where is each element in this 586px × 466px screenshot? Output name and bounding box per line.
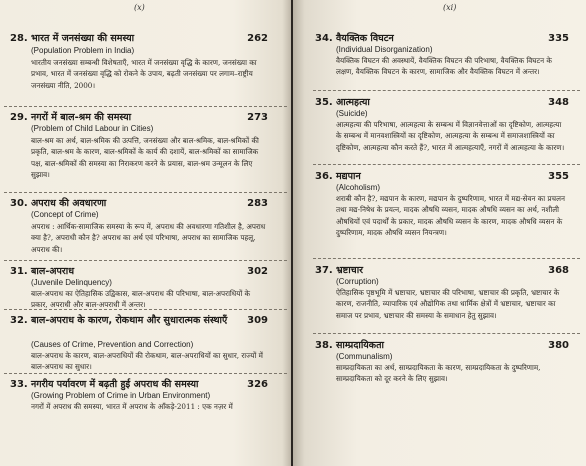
entry-subtitle: (Individual Disorganization) [336,45,433,54]
divider [4,260,287,261]
divider [313,164,580,165]
entry-page-number: 326 [247,379,268,390]
divider [313,258,580,259]
entry-subtitle: (Problem of Child Labour in Cities) [31,124,154,133]
entry-title: नगरीय पर्यावरण में बढ़ती हुई अपराध की समस्या [31,379,199,390]
toc-entry-31 [10,266,268,308]
entry-title: बाल-अपराध के कारण, रोकथाम और सुधारात्मक संस्थाएँ [31,315,228,326]
entry-number: 32. [10,315,28,326]
entry-page-number: 309 [247,315,268,326]
toc-entry-35 [315,97,569,163]
entry-description: बाल-अपराध के कारण, बाल-अपराधियों की रोकथाम, बाल-अपराधियों का सुधार, राज्यों में बाल-अपराध का सुधार। [31,351,263,372]
page-folio: (xi) [443,3,457,12]
entry-description: नगरों में अपराध की समस्या, भारत में अपराध के आँकड़े-2011 : एक नज़र में [31,402,233,411]
entry-title: आत्महत्या [336,97,370,108]
entry-page-number: 283 [247,198,268,209]
entry-number: 34. [315,33,333,44]
entry-description: भारतीय जनसंख्या सम्बन्धी विशेषताएँ, भारत में जनसंख्या वृद्धि के कारण, जनसंख्या का प्रभाव, भारत में जनसंख्या वृद्धि को रोकने के उपाय, बढ़ती जनसंख्या पर लगाम–राष्ट्रीय जनसंख्या नीति, 2000। [31,58,257,90]
entry-subtitle: (Alcoholism) [336,183,381,192]
entry-title: साम्प्रदायिकता [336,340,384,351]
divider [313,333,580,334]
entry-description: शराबी कौन है?, मद्यपान के कारण, मद्यपान के दुष्परिणाम, भारत में मद्य-सेवन का प्रचलन तथा मद्य-निषेध के प्रयत्न, मादक औषधि व्यसन, मादक औषधि व्यसन का अर्थ, नशीली औषधियों एवं पदार्थों के प्रकार, मादक औषधि व्यसन के कारण, मादक औषधि व्यसन के दुष्परिणाम, मादक औषधि व्यसन नियन्त्रण। [336,194,565,238]
entry-description: वैयक्तिक विघटन की अवस्थायें, वैयक्तिक विघटन की परिभाषा, वैयक्तिक विघटन के लक्षण, वैयक्तिक विघटन के कारण, सामाजिक और वैयक्तिक विघटन में अन्तर। [336,56,552,77]
entry-page-number: 355 [548,171,569,182]
entry-number: 31. [10,266,28,277]
entry-title: भारत में जनसंख्या की समस्या [31,33,135,44]
toc-entry-34 [315,33,569,89]
entry-number: 36. [315,171,333,182]
entry-title: बाल-अपराध [31,266,75,277]
entry-number: 37. [315,265,333,276]
divider [313,90,580,91]
entry-subtitle: (Causes of Crime, Prevention and Correction) [31,340,194,349]
entry-page-number: 368 [548,265,569,276]
entry-number: 38. [315,340,333,351]
entry-subtitle: (Concept of Crime) [31,210,99,219]
entry-title: नगरों में बाल-श्रम की समस्या [31,112,132,123]
entry-description: ऐतिहासिक पृष्ठभूमि में भ्रष्टाचार, भ्रष्टाचार की परिभाषा, भ्रष्टाचार की प्रकृति, भ्रष्टाचार के कारण, राजनीति, व्यापारिक एवं औद्योगिक तथा धार्मिक क्षेत्रों में भ्रष्टाचार, भ्रष्टाचार का समाज पर प्रभाव, भ्रष्टाचार की समस्या के समाधान हेतु सुझाव। [336,288,560,320]
left-page [0,0,291,466]
toc-entry-29 [10,112,268,192]
entry-page-number: 380 [548,340,569,351]
right-page [293,0,586,466]
entry-subtitle: (Suicide) [336,109,368,118]
entry-subtitle: (Juvenile Delinquency) [31,278,112,287]
toc-entry-38 [315,340,569,402]
entry-title: अपराध की अवधारणा [31,198,107,209]
entry-subtitle: (Population Problem in India) [31,46,135,55]
toc-entry-33 [10,379,268,439]
toc-entry-30 [10,198,268,260]
entry-page-number: 302 [247,266,268,277]
divider [4,309,287,310]
entry-title: वैयक्तिक विघटन [336,33,394,44]
toc-entry-32 [10,315,268,375]
toc-entry-37 [315,265,569,337]
entry-page-number: 348 [548,97,569,108]
entry-description: अपराध : आर्थिक-सामाजिक समस्या के रूप में, अपराध की अवधारणा गतिशील है, अपराध क्या है?, अपराधी कौन है? अपराध का अर्थ एवं परिभाषा, अपराध का सामाजिक पहलू, अपराध की। [31,222,266,254]
entry-number: 35. [315,97,333,108]
entry-description: साम्प्रदायिकता का अर्थ, साम्प्रदायिकता के कारण, साम्प्रदायिकता के दुष्परिणाम, साम्प्रदायिकता को दूर करने के लिए सुझाव। [336,363,541,384]
page-folio: (x) [134,3,145,12]
toc-entry-28 [10,33,268,107]
entry-number: 29. [10,112,28,123]
entry-subtitle: (Corruption) [336,277,379,286]
entry-number: 33. [10,379,28,390]
entry-subtitle: (Communalism) [336,352,393,361]
divider [4,192,287,193]
entry-description: आत्महत्या की परिभाषा, आत्महत्या के सम्बन्ध में विज्ञानवेत्ताओं का दृष्टिकोण, आत्महत्या के सम्बन्ध में मानवशास्त्रियों का दृष्टिकोण, आत्महत्या के सम्बन्ध में समाजशास्त्रियों का दृष्टिकोण, आत्महत्या कौन करते हैं?, भारत में आत्महत्याएँ, नगरों में आत्महत्या के कारण। [336,120,565,152]
entry-subtitle: (Growing Problem of Crime in Urban Environment) [31,391,211,400]
divider [4,373,287,374]
entry-title: मद्यपान [336,171,361,182]
entry-page-number: 262 [247,33,268,44]
entry-title: भ्रष्टाचार [336,265,364,276]
entry-description: बाल-अपराध का ऐतिहासिक उद्विकास, बाल-अपराध की परिभाषा, बाल-अपराधियों के प्रकार, अपराधी और बाल-अपराधी में अन्तर। [31,289,251,310]
entry-description: बाल-श्रम का अर्थ, बाल-श्रमिक की उत्पत्ति, जनसंख्या और बाल-श्रमिक, बाल-श्रमिकों की प्रकृति, बाल-श्रम के कारण, बाल-श्रमिकों के कार्य की दशायें, बाल-श्रमिकों का सामाजिक पक्ष, बाल-श्रमिकों की समस्या का निराकरण करने के प्रयास, बाल-श्रम उन्मूलन के लिए सुझाव। [31,136,259,180]
entry-page-number: 273 [247,112,268,123]
divider [4,106,287,107]
entry-page-number: 335 [548,33,569,44]
entry-number: 28. [10,33,28,44]
toc-entry-36 [315,171,569,261]
entry-number: 30. [10,198,28,209]
